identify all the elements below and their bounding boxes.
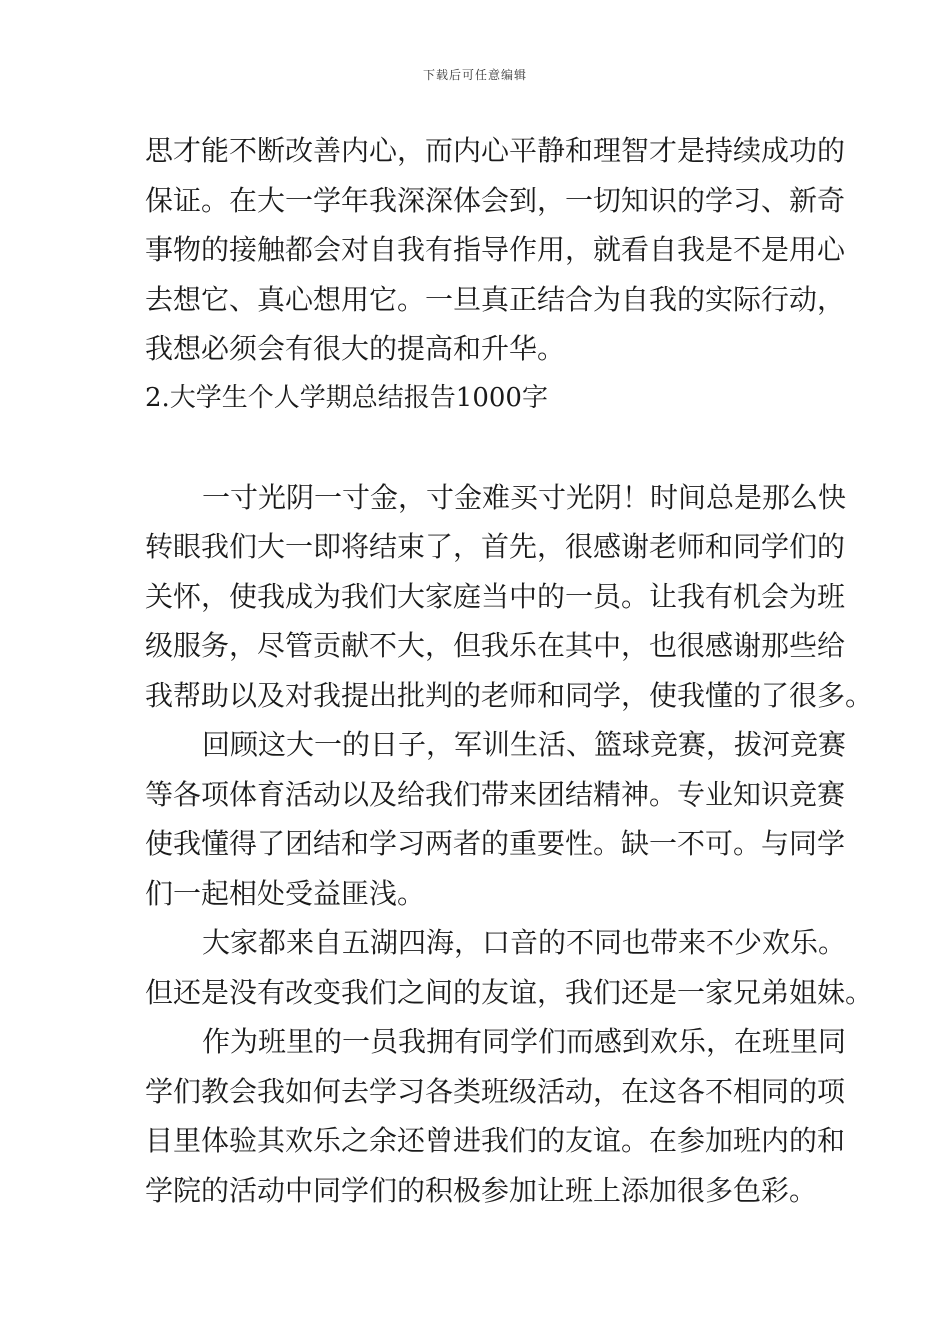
section-heading: 2.大学生个人学期总结报告1000字 [145,382,548,413]
intro-line: 去想它、真心想用它。一旦真正结合为自我的实际行动， [145,282,846,316]
paragraph-line: 使我懂得了团结和学习两者的重要性。缺一不可。与同学 [145,827,846,860]
paragraph-line: 回顾这大一的日子，军训生活、篮球竞赛，拔河竞赛 [202,728,847,761]
paragraph-line: 转眼我们大一即将结束了，首先，很感谢老师和同学们的 [145,530,846,563]
intro-line: 事物的接触都会对自我有指导作用，就看自我是不是用心 [145,233,846,266]
intro-line: 我想必须会有很大的提高和升华。 [145,332,566,365]
document-body [145,126,874,1215]
paragraph-line: 但还是没有改变我们之间的友谊，我们还是一家兄弟姐妹。 [145,975,874,1009]
paragraph-line: 等各项体育活动以及给我们带来团结精神。专业知识竞赛 [145,777,846,811]
intro-line: 保证。在大一学年我深深体会到，一切知识的学习、新奇 [145,183,846,217]
header-note: 下载后可任意编辑 [422,68,527,82]
paragraph-line: 关怀，使我成为我们大家庭当中的一员。让我有机会为班 [145,579,846,613]
paragraph-line: 一寸光阴一寸金，寸金难买寸光阴！时间总是那么快 [202,480,847,514]
paragraph-line: 作为班里的一员我拥有同学们而感到欢乐，在班里同 [202,1025,847,1058]
paragraph-line: 们一起相处受益匪浅。 [145,876,426,910]
paragraph-line: 学院的活动中同学们的积极参加让班上添加很多色彩。 [145,1173,818,1207]
paragraph-line: 目里体验其欢乐之余还曾进我们的友谊。在参加班内的和 [145,1124,846,1157]
intro-line: 思才能不断改善内心，而内心平静和理智才是持续成功的 [145,134,846,167]
paragraph-line: 级服务，尽管贡献不大，但我乐在其中，也很感谢那些给 [145,629,846,662]
paragraph-line: 大家都来自五湖四海，口音的不同也带来不少欢乐。 [202,926,847,959]
blank-line [145,423,810,473]
paragraph-line: 学们教会我如何去学习各类班级活动，在这各不相同的项 [145,1074,846,1108]
paragraph-line: 我帮助以及对我提出批判的老师和同学，使我懂的了很多。 [145,678,874,712]
